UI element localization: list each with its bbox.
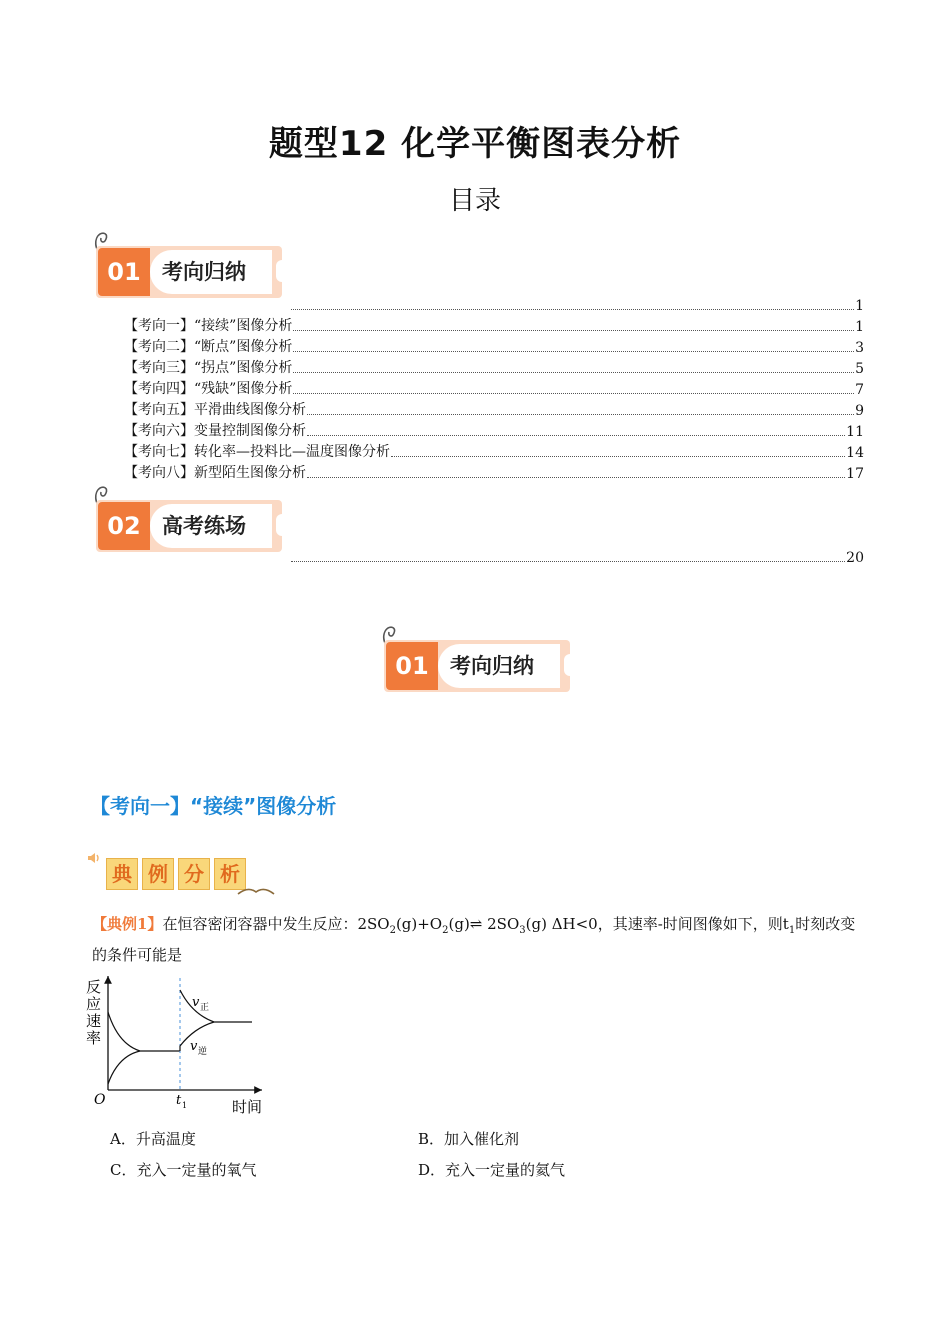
x-axis-label: 时间 [232,1098,263,1116]
question-part: (g)⇌ 2SO [448,915,520,933]
toc-heading: 目录 [448,186,501,216]
v-forward-curve-after [180,990,252,1022]
toc-section1-line[interactable] [290,294,864,314]
toc-page-number: 7 [855,382,864,398]
toc-item-label: 【考向二】“断点”图像分析 [124,339,293,355]
v-forward-curve-before [108,1012,180,1051]
v-forward-subscript: 正 [200,1003,210,1013]
subscript: 2 [389,925,396,936]
badge-number: 02 [98,502,150,550]
section-badge-2 [92,484,284,554]
badge-label: 高考练场 [150,504,272,548]
subscript: 2 [442,925,449,936]
badge-number: 01 [386,642,438,690]
toc-item-label: 【考向一】“接续”图像分析 [124,318,293,334]
toc-page-number: 20 [846,550,864,566]
toc-item-label: 【考向八】新型陌生图像分析 [124,465,306,481]
option-a[interactable]: A．升高温度 [110,1130,196,1148]
question-part: 在恒容密闭容器中发生反应：2SO [162,915,390,933]
toc-item[interactable] [124,357,864,377]
toc-item[interactable] [124,441,864,461]
section-heading: 【考向一】“接续”图像分析 [90,794,337,818]
section-badge-center [380,624,572,694]
example-banner-char: 析 [214,858,246,890]
toc-item[interactable] [124,399,864,419]
origin-label: O [94,1092,106,1108]
toc-page-number: 14 [846,445,864,461]
section-badge-1 [92,230,284,300]
toc-item-label: 【考向四】“残缺”图像分析 [124,381,293,397]
option-b[interactable]: B．加入催化剂 [418,1130,520,1148]
book-icon [236,884,276,896]
toc-item-label: 【考向五】平滑曲线图像分析 [124,402,306,418]
example-banner-char: 例 [142,858,174,890]
badge-number: 01 [98,248,150,296]
toc-item-label: 【考向七】转化率—投料比—温度图像分析 [124,444,390,460]
example-banner [86,850,276,900]
t1-subscript: 1 [182,1101,188,1110]
toc-page-number: 5 [855,361,864,377]
option-c[interactable]: C．充入一定量的氧气 [110,1161,257,1179]
toc-section2-line[interactable] [290,546,864,566]
page-title: 题型12 化学平衡图表分析 [268,124,682,164]
example-banner-char: 分 [178,858,210,890]
subscript: 3 [519,925,526,936]
question-part: 时刻改变的条件可能是 [92,915,856,964]
y-label-char: 反 [86,978,102,996]
example-banner-char: 典 [106,858,138,890]
question-part: (g)+O [395,915,443,933]
toc-item-label: 【考向三】“拐点”图像分析 [124,360,293,376]
toc-item[interactable] [124,378,864,398]
question-tag: 【典例1】 [92,915,163,933]
toc-item[interactable] [124,315,864,335]
toc-page-number: 1 [855,319,864,335]
v-reverse-subscript: 逆 [198,1047,208,1057]
v-reverse-label: v [190,1039,198,1054]
toc-item-label: 【考向六】变量控制图像分析 [124,423,306,439]
toc-item[interactable] [124,420,864,440]
rate-time-graph [84,972,274,1122]
y-label-char: 应 [86,995,102,1013]
badge-label: 考向归纳 [150,250,272,294]
toc-page-number: 17 [846,466,864,482]
toc-page-number: 11 [846,424,864,440]
speaker-icon [86,850,102,866]
question-text [92,912,867,967]
badge-label: 考向归纳 [438,644,560,688]
toc-page-number: 9 [855,403,864,419]
option-d[interactable]: D．充入一定量的氦气 [418,1161,566,1179]
y-label-char: 速 [86,1012,102,1030]
t1-label: t [176,1093,182,1108]
toc-page-number: 3 [855,340,864,356]
toc-item[interactable] [124,336,864,356]
v-forward-label: v [192,995,200,1010]
subscript: 1 [788,925,796,936]
toc-item[interactable] [124,462,864,482]
toc-page-number: 1 [855,298,864,314]
y-label-char: 率 [86,1029,102,1047]
v-reverse-curve-before [108,1051,140,1084]
question-part: (g) ΔH<0，其速率-时间图像如下，则t [525,915,789,933]
